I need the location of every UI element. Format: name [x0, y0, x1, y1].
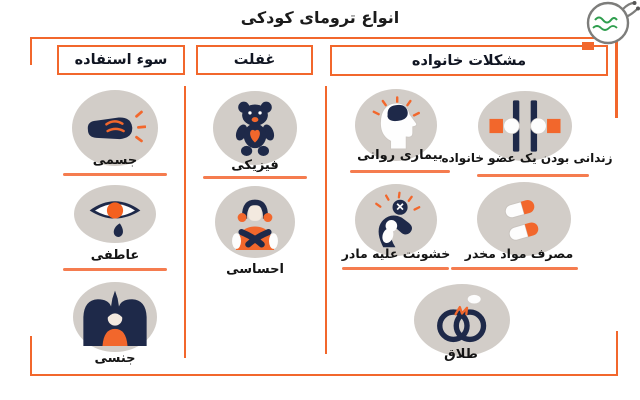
label-underline — [342, 267, 449, 270]
teddy-bear-icon — [227, 98, 283, 158]
label-violence-against-mother: خشونت علیه مادر — [341, 246, 451, 261]
label-emotional-abuse: عاطفی — [90, 248, 140, 263]
label-underline — [203, 176, 307, 179]
label-sexual-abuse: جنسی — [94, 351, 136, 366]
frame-border-left-top — [30, 37, 32, 65]
column-divider-1 — [184, 86, 186, 358]
icon-circle-sexual-abuse — [73, 282, 157, 352]
prison-bars-icon — [489, 99, 561, 153]
fist-icon — [84, 104, 146, 152]
wedding-rings-icon — [426, 292, 498, 348]
label-physical-abuse: جسمی — [92, 153, 138, 168]
icon-circle-substance-abuse — [477, 182, 571, 256]
frame-border-left-bottom — [30, 336, 32, 376]
crying-eye-icon — [88, 192, 142, 244]
column-header-abuse: سوء استفاده — [57, 45, 185, 75]
label-underline — [63, 173, 167, 176]
icon-circle-physical-neglect — [213, 91, 297, 165]
column-divider-2 — [325, 86, 327, 354]
label-underline — [350, 170, 450, 173]
label-emotional-neglect: احساسی — [226, 262, 284, 277]
pills-icon — [491, 190, 557, 248]
medical-site-logo-icon — [578, 0, 640, 58]
hugging-child-icon — [227, 193, 283, 251]
label-divorce: طلاق — [444, 347, 478, 362]
column-header-neglect: غفلت — [196, 45, 313, 75]
label-physical-neglect: فیزیکی — [231, 158, 279, 173]
mother-child-icon — [367, 190, 425, 250]
label-substance-abuse: مصرف مواد مخدر — [464, 246, 574, 261]
frame-border-top — [30, 37, 618, 39]
child-shadow-icon — [82, 288, 148, 346]
label-mental-illness: بیماری روانی — [357, 148, 443, 163]
icon-circle-emotional-neglect — [215, 186, 295, 258]
head-brain-icon — [366, 94, 426, 156]
frame-border-bottom — [30, 374, 618, 376]
page-title: انواع ترومای کودکی — [240, 8, 400, 27]
column-header-family-problems: مشکلات خانواده — [330, 45, 608, 76]
frame-border-right-bottom — [616, 331, 618, 376]
label-underline — [63, 268, 167, 271]
label-underline — [477, 174, 589, 177]
label-underline — [451, 267, 578, 270]
label-incarcerated-relative: زندانی بودن یک عضو خانواده — [441, 151, 613, 165]
icon-circle-emotional-abuse — [74, 185, 156, 243]
icon-circle-divorce — [414, 284, 510, 356]
